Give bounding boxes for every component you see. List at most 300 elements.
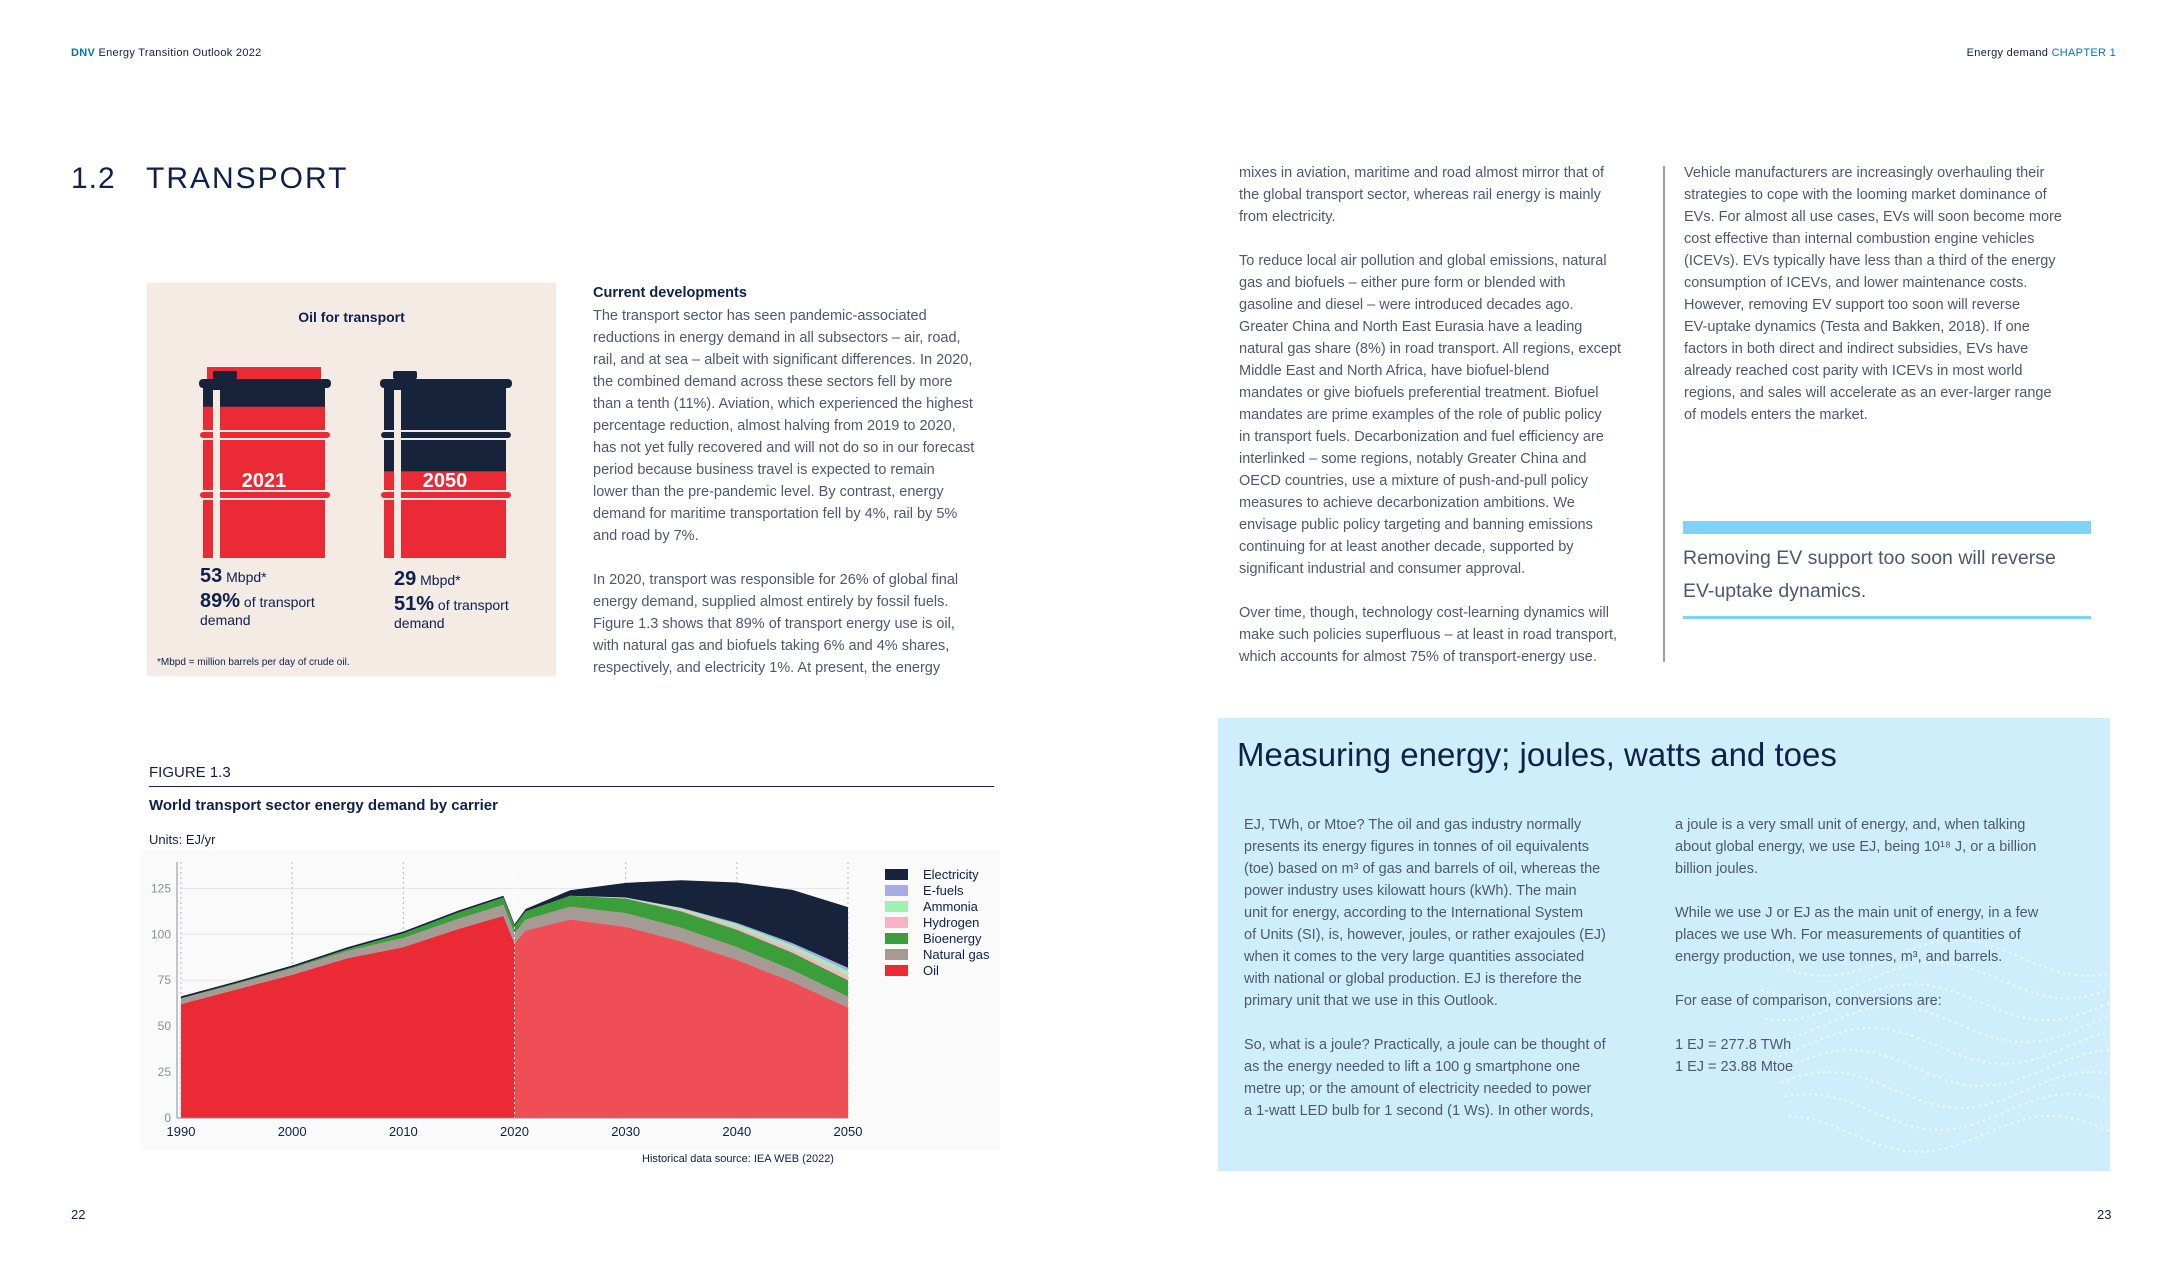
- wave-dot: [1889, 1087, 1891, 1089]
- wave-dot: [1859, 969, 1861, 971]
- conversion-mtoe: 1 EJ = 23.88 Mtoe: [1675, 1059, 1794, 1075]
- y-tick-label-50: 50: [157, 1019, 171, 1034]
- measuring-energy-box: [1218, 718, 2110, 1171]
- wave-dot: [1907, 1094, 1909, 1096]
- wave-dot: [1903, 983, 1905, 985]
- wave-dot: [1811, 974, 1813, 976]
- section-title: TRANSPORT: [146, 162, 349, 195]
- wave-dot: [1973, 1106, 1975, 1108]
- wave-dot: [1787, 969, 1789, 971]
- wave-dot: [1811, 1029, 1813, 1031]
- wave-dot: [2091, 1095, 2093, 1097]
- wave-dot: [1823, 1024, 1825, 1026]
- wave-dot: [1987, 1085, 1989, 1087]
- wave-dot: [1983, 1120, 1985, 1122]
- wave-dot: [2093, 975, 2095, 977]
- x-tick-label-2000: 2000: [277, 1124, 307, 1139]
- wave-dot: [2097, 1033, 2099, 1035]
- wave-dot: [2023, 1118, 2025, 1120]
- legend-swatch-ammonia: [885, 901, 908, 912]
- wave-dot: [1809, 1093, 1811, 1095]
- wave-dot: [2069, 973, 2071, 975]
- wave-dot: [1985, 1104, 1987, 1106]
- barrel-2050-non-oil: [384, 388, 506, 471]
- wave-dot: [1959, 1127, 1961, 1129]
- legend-item-ammonia: [885, 898, 989, 914]
- wave-dot: [1807, 1117, 1809, 1119]
- infobox-title: Oil for transport: [298, 309, 405, 325]
- wave-dot: [1951, 1080, 1953, 1082]
- measuring-right-p1: a joule is a very small unit of energy, and, when talking about global energy, we use EJ, being 10¹⁸ J, or a billion billion joules.: [1675, 817, 2037, 877]
- wave-dot: [1899, 1031, 1901, 1033]
- wave-dot: [1869, 1109, 1871, 1111]
- wave-dot: [2031, 1100, 2033, 1102]
- wave-dot: [2061, 1093, 2063, 1095]
- conversion-twh: 1 EJ = 277.8 TWh: [1675, 1037, 1792, 1053]
- page-number-right: 23: [2097, 1207, 2112, 1222]
- y-tick-label-100: 100: [150, 927, 171, 942]
- wave-dot: [1999, 1126, 2001, 1128]
- wave-dot: [1835, 1019, 1837, 1021]
- wave-dot: [1949, 1106, 1951, 1108]
- header-title: Energy Transition Outlook 2022: [98, 47, 262, 59]
- wave-dot: [1975, 1136, 1977, 1138]
- wave-dot: [2017, 1079, 2019, 1081]
- measuring-title: Measuring energy; joules, watts and toes: [1237, 736, 1837, 773]
- wave-dot: [1927, 984, 1929, 986]
- wave-dot: [2019, 987, 2021, 989]
- page-number-left: 22: [71, 1207, 86, 1222]
- transport-energy-chart: [140, 850, 1000, 1150]
- pull-quote-bottom-rule: [1683, 616, 2091, 619]
- wave-dot: [1875, 976, 1877, 978]
- wave-dot: [2089, 1122, 2091, 1124]
- wave-dot: [2003, 1098, 2005, 1100]
- wave-dot: [2075, 974, 2077, 976]
- wave-dot: [1951, 1145, 1953, 1147]
- legend-swatch-hydrogen: [885, 917, 908, 928]
- wave-dot: [1895, 1089, 1897, 1091]
- wave-dot: [1853, 970, 1855, 972]
- wave-dot: [2071, 1015, 2073, 1017]
- wave-dot: [1953, 1128, 1955, 1130]
- wave-dot: [1871, 1080, 1873, 1082]
- figure-rule: [149, 786, 994, 787]
- wave-dot: [1863, 981, 1865, 983]
- barrel-2021-non-oil: [203, 388, 325, 407]
- wave-dot: [1789, 1018, 1791, 1020]
- wave-dot: [2065, 1017, 2067, 1019]
- wave-dot: [1825, 1122, 1827, 1124]
- wave-dot: [1841, 973, 1843, 975]
- chart-legend: [885, 866, 989, 978]
- wave-dot: [2071, 1117, 2073, 1119]
- wave-dot: [2105, 1016, 2107, 1018]
- wave-dot: [2103, 1098, 2105, 1100]
- wave-dot: [1901, 1092, 1903, 1094]
- barrel-2021-top-band: [199, 379, 331, 388]
- figure-source: Historical data source: IEA WEB (2022): [642, 1153, 834, 1165]
- column-divider: [1663, 166, 1665, 662]
- wave-dot: [1955, 1022, 1957, 1024]
- wave-dot: [1847, 1014, 1849, 1016]
- wave-dot: [2025, 1102, 2027, 1104]
- wave-dot: [1939, 986, 1941, 988]
- wave-dot: [2051, 1079, 2053, 1081]
- wave-dot: [1801, 1116, 1803, 1118]
- wave-dot: [1927, 1150, 1929, 1152]
- wave-dot: [1855, 1134, 1857, 1136]
- y-tick-label-125: 125: [150, 881, 171, 896]
- wave-dot: [2101, 1005, 2103, 1007]
- wave-dot: [2095, 1124, 2097, 1126]
- wave-dot: [1989, 974, 1991, 976]
- legend-label-electricity: Electricity: [923, 866, 979, 882]
- wave-dot: [2013, 984, 2015, 986]
- wave-dot: [2083, 1120, 2085, 1122]
- wave-dot: [1863, 1107, 1865, 1109]
- wave-dot: [1997, 1100, 1999, 1102]
- wave-dot: [2103, 1031, 2105, 1033]
- x-tick-label-1990: 1990: [166, 1124, 196, 1139]
- wave-dot: [1981, 1134, 1983, 1136]
- wave-dot: [2011, 1080, 2013, 1082]
- wave-dot: [1807, 1015, 1809, 1017]
- wave-dot: [1837, 1127, 1839, 1129]
- wave-dot: [1905, 1123, 1907, 1125]
- measuring-right-p2: While we use J or EJ as the main unit of energy, in a few places we use Wh. For measurements of quantities of energy production, we use tonnes, m³, and barrels.: [1675, 905, 2039, 965]
- wave-dot: [2053, 1018, 2055, 1020]
- wave-dot: [1915, 1151, 1917, 1153]
- wave-dot: [1881, 973, 1883, 975]
- stat-2050-share-label-2: demand: [394, 615, 445, 631]
- wave-dot: [1781, 1081, 1783, 1083]
- wave-dot: [1945, 1147, 1947, 1149]
- wave-dot: [1869, 978, 1871, 980]
- wave-dot: [2047, 1115, 2049, 1117]
- wave-dot: [2017, 1015, 2019, 1017]
- wave-dot: [1961, 1024, 1963, 1026]
- oil-for-transport-box: [147, 283, 556, 676]
- infobox-footnote: *Mbpd = million barrels per day of crude oil.: [157, 657, 350, 668]
- section-number: 1.2: [71, 162, 116, 195]
- barrel-2021-cap: [213, 371, 237, 379]
- wave-dot: [2023, 1016, 2025, 1018]
- wave-dot: [1965, 1125, 1967, 1127]
- wave-dot: [2067, 1093, 2069, 1095]
- wave-dot: [1765, 1018, 1767, 1020]
- measuring-right-p3: For ease of comparison, conversions are:: [1675, 993, 1942, 1009]
- wave-dot: [2005, 1082, 2007, 1084]
- legend-swatch-electricity: [885, 869, 908, 880]
- wave-dot: [1771, 1018, 1773, 1020]
- wave-dot: [2105, 1072, 2107, 1074]
- wave-dot: [1963, 1083, 1965, 1085]
- wave-dot: [1931, 1012, 1933, 1014]
- stat-2021-value: 53: [200, 565, 223, 587]
- wave-dot: [1977, 970, 1979, 972]
- wave-dot: [1879, 1144, 1881, 1146]
- wave-dot: [2077, 1014, 2079, 1016]
- wave-dot: [1795, 1115, 1797, 1117]
- wave-dot: [1845, 1100, 1847, 1102]
- wave-dot: [1899, 1121, 1901, 1123]
- wave-dot: [2041, 1115, 2043, 1117]
- stat-2050-share: 51%: [394, 593, 435, 615]
- stat-2050-unit: Mbpd*: [420, 572, 461, 588]
- barrels-graphic: [147, 283, 556, 583]
- wave-dot: [1785, 1095, 1787, 1097]
- wave-dot: [2001, 1112, 2003, 1114]
- pull-quote-top-bar: [1683, 521, 2091, 534]
- wave-dot: [2075, 1029, 2077, 1031]
- wave-dot: [1981, 1085, 1983, 1087]
- wave-dot: [2047, 1019, 2049, 1021]
- legend-label-bioenergy: Bioenergy: [923, 930, 982, 946]
- legend-item-e-fuels: [885, 882, 989, 898]
- wave-dot: [2011, 1013, 2013, 1015]
- wave-dot: [2105, 973, 2107, 975]
- legend-label-e-fuels: E-fuels: [923, 882, 964, 898]
- wave-dot: [1853, 1012, 1855, 1014]
- wave-dot: [1827, 1095, 1829, 1097]
- wave-dot: [2099, 1071, 2101, 1073]
- wave-dot: [2013, 1107, 2015, 1109]
- wave-dot: [1797, 1093, 1799, 1095]
- wave-dot: [1829, 975, 1831, 977]
- wave-dot: [1857, 983, 1859, 985]
- wave-dot: [2107, 1129, 2109, 1131]
- wave-dot: [1813, 1119, 1815, 1121]
- x-tick-label-2040: 2040: [722, 1124, 752, 1139]
- legend-item-electricity: [885, 866, 989, 882]
- stat-2021-share-label: of transport: [243, 594, 315, 610]
- wave-dot: [2093, 1021, 2095, 1023]
- wave-dot: [1783, 1019, 1785, 1021]
- wave-dot: [2107, 1002, 2109, 1004]
- wave-dot: [2051, 969, 2053, 971]
- wave-dot: [2081, 1026, 2083, 1028]
- wave-dot: [1793, 970, 1795, 972]
- wave-dot: [1979, 1105, 1981, 1107]
- y-tick-label-25: 25: [157, 1065, 171, 1080]
- wave-dot: [1911, 1125, 1913, 1127]
- wave-dot: [2085, 1094, 2087, 1096]
- wave-dot: [2087, 975, 2089, 977]
- col1-paragraph-2: In 2020, transport was responsible for 26% of global final energy demand, supplied almost entirely by fossil fuels. Figure 1.3 shows that 89% of transport energy use is oil, with natural gas and biofuels taking 6% and 4% shares, respectively, and electricity 1%. At present, the energy: [593, 572, 959, 676]
- legend-item-hydrogen: [885, 914, 989, 930]
- wave-dot: [2039, 1083, 2041, 1085]
- wave-dot: [1817, 975, 1819, 977]
- wave-dot: [1957, 1082, 1959, 1084]
- legend-swatch-e-fuels: [885, 885, 908, 896]
- wave-dot: [1957, 1143, 1959, 1145]
- wave-dot: [1897, 984, 1899, 986]
- legend-label-hydrogen: Hydrogen: [923, 914, 980, 930]
- wave-dot: [2029, 1117, 2031, 1119]
- wave-dot: [2021, 1091, 2023, 1093]
- wave-dot: [1873, 1142, 1875, 1144]
- wave-dot: [1909, 1150, 1911, 1152]
- wave-dot: [2101, 1127, 2103, 1129]
- wave-dot: [2059, 1018, 2061, 1020]
- wave-dot: [2049, 1095, 2051, 1097]
- wave-dot: [1935, 1129, 1937, 1131]
- wave-dot: [2035, 1116, 2037, 1118]
- wave-dot: [2041, 1019, 2043, 1021]
- y-tick-label-75: 75: [157, 973, 171, 988]
- wave-dot: [2099, 1019, 2101, 1021]
- col2-paragraph-3: Over time, though, technology cost-learning dynamics will make such policies superfluous – at least in road transport, which accounts for almost 75% of transport-energy use.: [1239, 605, 1618, 665]
- legend-label-oil: Oil: [923, 962, 939, 978]
- wave-dot: [2043, 1097, 2045, 1099]
- wave-dot: [1795, 1018, 1797, 1020]
- wave-dot: [1803, 1093, 1805, 1095]
- wave-dot: [1939, 1148, 1941, 1150]
- wave-dot: [1841, 1016, 1843, 1018]
- wave-dot: [1989, 1117, 1991, 1119]
- wave-dot: [2097, 992, 2099, 994]
- wave-dot: [1937, 1014, 1939, 1016]
- wave-dot: [1835, 974, 1837, 976]
- wave-dot: [1851, 1029, 1853, 1031]
- legend-swatch-natural-gas: [885, 949, 908, 960]
- wave-dot: [1977, 1122, 1979, 1124]
- stat-2021-share: 89%: [200, 590, 241, 612]
- wave-dot: [1999, 1083, 2001, 1085]
- wave-dot: [1787, 1079, 1789, 1081]
- wave-dot: [1967, 1107, 1969, 1109]
- wave-dot: [2059, 1115, 2061, 1117]
- legend-swatch-oil: [885, 965, 908, 976]
- wave-dot: [1857, 1028, 1859, 1030]
- wave-dot: [1893, 1029, 1895, 1031]
- wave-dot: [2057, 970, 2059, 972]
- stat-2050-share-label: of transport: [437, 597, 509, 613]
- wave-dot: [2045, 1081, 2047, 1083]
- wave-dot: [1909, 983, 1911, 985]
- wave-dot: [1923, 1128, 1925, 1130]
- wave-dot: [1963, 1141, 1965, 1143]
- figure-units: Units: EJ/yr: [149, 832, 216, 847]
- wave-dot: [1941, 1129, 1943, 1131]
- stat-2021-unit: Mbpd*: [226, 569, 267, 585]
- wave-dot: [2015, 1093, 2017, 1095]
- stat-2050-value: 29: [394, 568, 417, 590]
- legend-item-bioenergy: [885, 930, 989, 946]
- wave-dot: [2103, 990, 2105, 992]
- wave-dot: [1937, 1104, 1939, 1106]
- wave-dot: [2001, 979, 2003, 981]
- wave-dot: [2065, 1116, 2067, 1118]
- barrel-2050-cap: [393, 371, 417, 379]
- wave-dot: [1829, 1021, 1831, 1023]
- wave-dot: [2017, 1120, 2019, 1122]
- wave-dot: [1877, 1082, 1879, 1084]
- wave-dot: [1819, 1012, 1821, 1014]
- wave-dot: [1851, 1102, 1853, 1104]
- barrel-2050-top-band: [380, 379, 512, 388]
- barrel-2050-icon: [380, 371, 512, 558]
- wave-dot: [1975, 1085, 1977, 1087]
- wave-dot: [1945, 1079, 1947, 1081]
- wave-dot: [1805, 973, 1807, 975]
- wave-dot: [1903, 1150, 1905, 1152]
- wave-dot: [1867, 1139, 1869, 1141]
- wave-dot: [2095, 1007, 2097, 1009]
- legend-item-oil: [885, 962, 989, 978]
- wave-dot: [2019, 1105, 2021, 1107]
- wave-dot: [2097, 1096, 2099, 1098]
- header-topic: Energy demand: [1966, 47, 2049, 59]
- wave-dot: [1991, 1102, 1993, 1104]
- wave-dot: [1971, 1124, 1973, 1126]
- wave-dot: [2077, 1119, 2079, 1121]
- wave-dot: [2007, 1110, 2009, 1112]
- x-tick-label-2020: 2020: [500, 1124, 529, 1139]
- wave-dot: [1919, 1099, 1921, 1101]
- wave-dot: [1897, 1149, 1899, 1151]
- wave-dot: [2101, 1050, 2103, 1052]
- wave-dot: [1893, 969, 1895, 971]
- wave-dot: [1777, 1019, 1779, 1021]
- wave-dot: [1875, 1112, 1877, 1114]
- wave-dot: [1967, 1027, 1969, 1029]
- wave-dot: [2083, 1012, 2085, 1014]
- wave-dot: [1933, 1150, 1935, 1152]
- running-header-left: [71, 47, 262, 59]
- wave-dot: [1993, 1129, 1995, 1131]
- wave-dot: [1847, 972, 1849, 974]
- legend-label-ammonia: Ammonia: [923, 898, 978, 914]
- wave-dot: [1821, 1094, 1823, 1096]
- wave-dot: [1983, 972, 1985, 974]
- wave-dot: [2029, 1018, 2031, 1020]
- col2-paragraph-1: mixes in aviation, maritime and road almost mirror that of the global transport sector, whereas rail energy is mainly from electricity.: [1239, 165, 1605, 225]
- wave-dot: [1881, 1027, 1883, 1029]
- figure-number: FIGURE 1.3: [149, 764, 231, 781]
- wave-dot: [2063, 972, 2065, 974]
- wave-dot: [1931, 1103, 1933, 1105]
- wave-dot: [1885, 1146, 1887, 1148]
- wave-dot: [1789, 1115, 1791, 1117]
- wave-dot: [2011, 1122, 2013, 1124]
- wave-dot: [2005, 1124, 2007, 1126]
- wave-dot: [1969, 1084, 1971, 1086]
- col3-paragraph-1: Vehicle manufacturers are increasingly overhauling their strategies to cope with the looming market dominance of EVs. For almost all use cases, EVs will soon become more cost effective than internal combustion engine vehicles (ICEVs). EVs typically have less than a third of the energy consumption of ICEVs, and lower maintenance costs. However, removing EV support too soon will reverse EV-uptake dynamics (Testa and Bakken, 2018). If one factors in both direct and indirect subsidies, EVs have already reached cost parity with ICEVs in most world regions, and sales will accelerate as an ever-larger range of models enters the market.: [1684, 165, 2062, 423]
- wave-dot: [2079, 1093, 2081, 1095]
- wave-dot: [1891, 985, 1893, 987]
- wave-dot: [1883, 1084, 1885, 1086]
- wave-dot: [2087, 1024, 2089, 1026]
- header-brand: DNV: [71, 47, 96, 59]
- measuring-left-p1: EJ, TWh, or Mtoe? The oil and gas industry normally presents its energy figures in tonnes of oil equivalents (toe) based on m³ of gas and barrels of oil, whereas the power industry uses kilowatt hours (kWh). The main unit for energy, according to the International System of Units (SI), is, however, joules, or rather exajoules (EJ) when it comes to the very large quantities associated with national or global production. EJ is therefore the primary unit that we use in this Outlook.: [1244, 817, 1606, 1009]
- wave-dot: [2037, 1098, 2039, 1100]
- x-tick-label-2050: 2050: [833, 1124, 863, 1139]
- wave-dot: [1887, 1117, 1889, 1119]
- wave-dot: [2099, 974, 2101, 976]
- wave-dot: [1869, 1027, 1871, 1029]
- wave-dot: [1893, 1119, 1895, 1121]
- wave-dot: [1947, 1128, 1949, 1130]
- wave-dot: [1885, 987, 1887, 989]
- wave-dot: [1823, 975, 1825, 977]
- header-chapter: CHAPTER 1: [2051, 47, 2116, 59]
- figure-title: World transport sector energy demand by carrier: [149, 797, 498, 814]
- wave-dot: [2009, 1096, 2011, 1098]
- barrel-2050-year: 2050: [422, 470, 468, 492]
- wave-dot: [1921, 1151, 1923, 1153]
